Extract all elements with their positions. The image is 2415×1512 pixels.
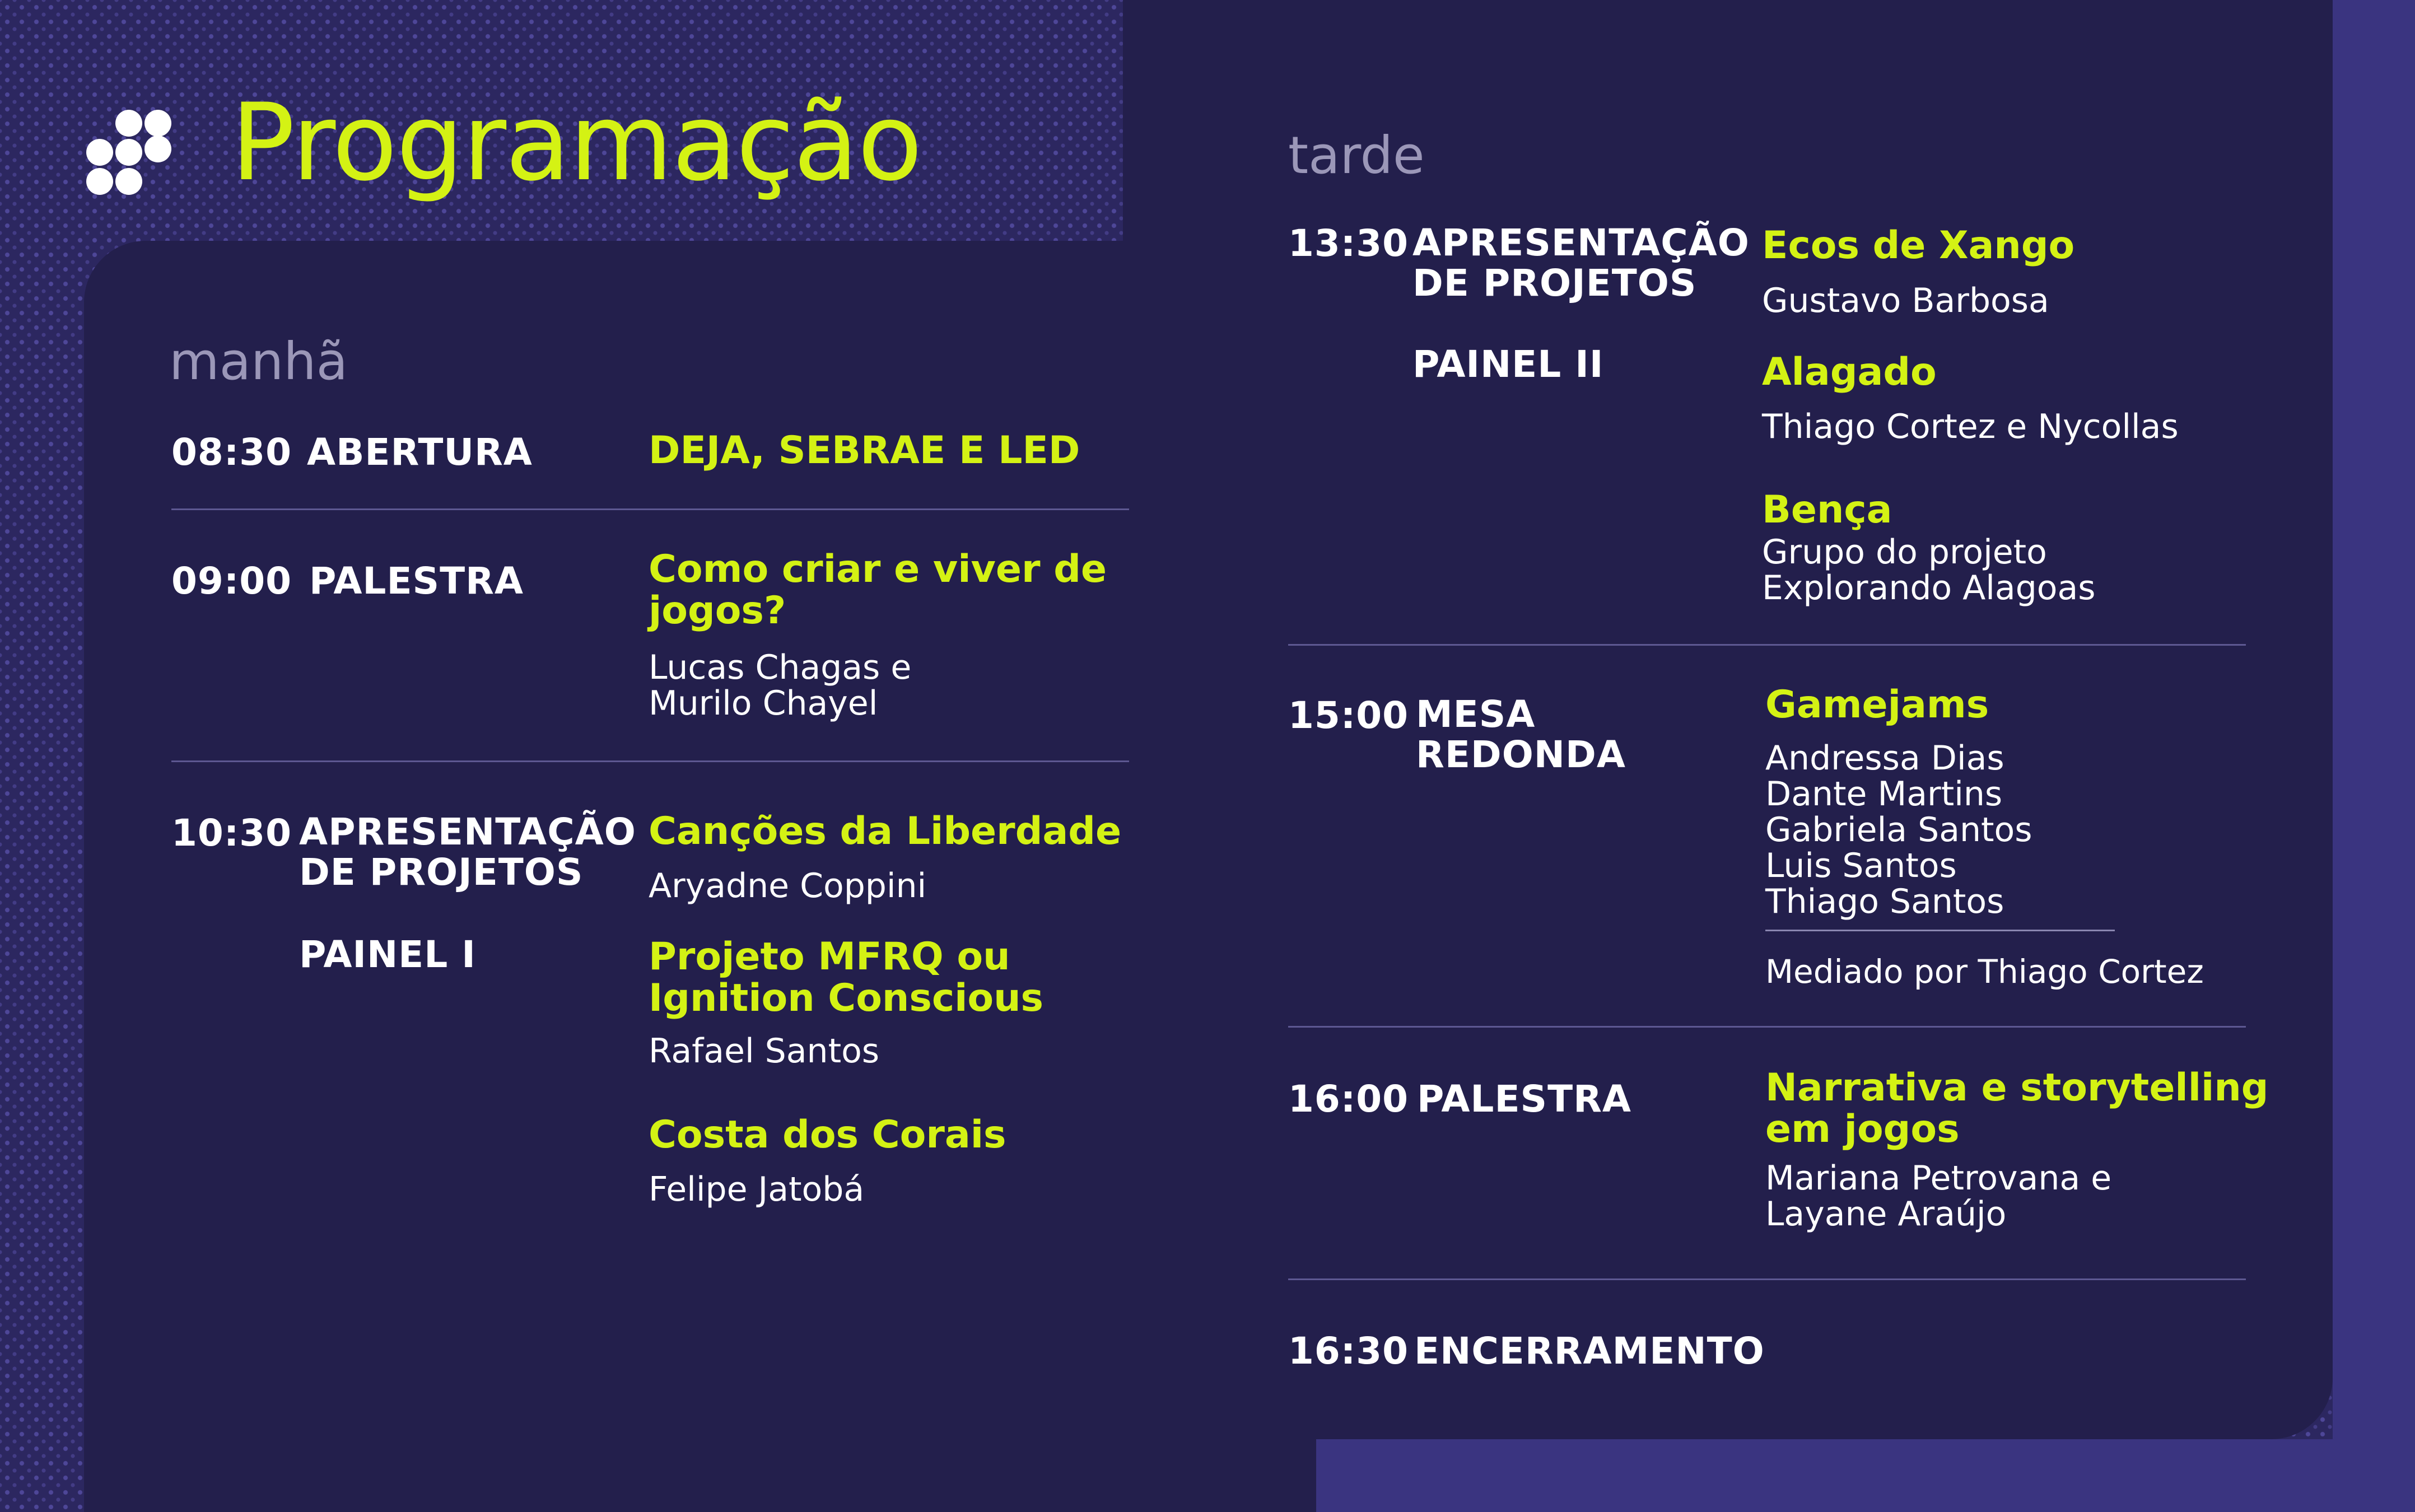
afternoon-panel-extension: [1123, 0, 1291, 1512]
panel-label: PAINEL I: [299, 933, 476, 976]
project-title: Canções da Liberdade: [649, 809, 1122, 853]
time-0830: 08:30: [171, 431, 292, 474]
roundtable-speakers: Andressa Dias Dante Martins Gabriela Santos Luis Santos Thiago Santos: [1765, 739, 2032, 921]
project-title: Alagado: [1762, 350, 1937, 394]
afternoon-label: tarde: [1288, 125, 1425, 185]
type-palestra: PALESTRA: [309, 559, 524, 603]
type-encerramento: ENCERRAMENTO: [1414, 1329, 1765, 1373]
time-1600: 16:00: [1288, 1077, 1409, 1121]
project-title: Ecos de Xango: [1762, 223, 2075, 268]
type-apresentacao-projetos: APRESENTAÇÃO DE PROJETOS: [299, 810, 636, 894]
project-title: Projeto MFRQ ou Ignition Conscious: [649, 935, 1044, 1020]
time-1330: 13:30: [1288, 222, 1409, 265]
background-strip-right: [2333, 0, 2415, 1512]
divider: [171, 508, 1129, 510]
project-speaker: Aryadne Coppini: [649, 866, 927, 906]
divider: [1288, 1026, 2246, 1028]
talk-title: Como criar e viver de jogos?: [649, 547, 1107, 633]
time-1500: 15:00: [1288, 694, 1409, 737]
project-title: Costa dos Corais: [649, 1113, 1006, 1157]
divider: [1288, 1278, 2246, 1280]
time-1630: 16:30: [1288, 1329, 1409, 1373]
type-abertura: ABERTURA: [307, 431, 533, 474]
panel-label: PAINEL II: [1412, 343, 1604, 386]
talk-title: Narrativa e storytelling em jogos: [1765, 1066, 2269, 1151]
type-mesa-redonda: MESA REDONDA: [1416, 693, 1626, 776]
project-speaker: Thiago Cortez e Nycollas: [1762, 407, 2179, 446]
time-1030: 10:30: [171, 811, 292, 855]
background-strip-bottom: [1288, 1439, 2415, 1512]
talk-speakers: Mariana Petrovana e Layane Araújo: [1765, 1159, 2112, 1234]
type-apresentacao-projetos: APRESENTAÇÃO DE PROJETOS: [1412, 221, 1750, 305]
roundtable-title: Gamejams: [1765, 683, 1989, 727]
project-speaker: Rafael Santos: [649, 1032, 880, 1071]
page-title: Programação: [231, 81, 922, 204]
dot-cluster-logo-icon: [82, 110, 175, 199]
time-0900: 09:00: [171, 559, 292, 603]
divider: [1288, 644, 2246, 646]
talk-speakers: Lucas Chagas e Murilo Chayel: [649, 648, 912, 723]
project-speaker: Grupo do projeto Explorando Alagoas: [1762, 533, 2096, 608]
project-speaker: Gustavo Barbosa: [1762, 281, 2049, 320]
divider: [171, 760, 1129, 762]
morning-label: manhã: [169, 332, 348, 391]
opening-hosts: DEJA, SEBRAE E LED: [649, 428, 1080, 473]
mediator-divider: [1765, 930, 2115, 931]
type-palestra: PALESTRA: [1417, 1077, 1631, 1121]
mediator-text: Mediado por Thiago Cortez: [1765, 953, 2204, 991]
project-speaker: Felipe Jatobá: [649, 1170, 865, 1209]
project-title: Bença: [1762, 488, 1892, 532]
